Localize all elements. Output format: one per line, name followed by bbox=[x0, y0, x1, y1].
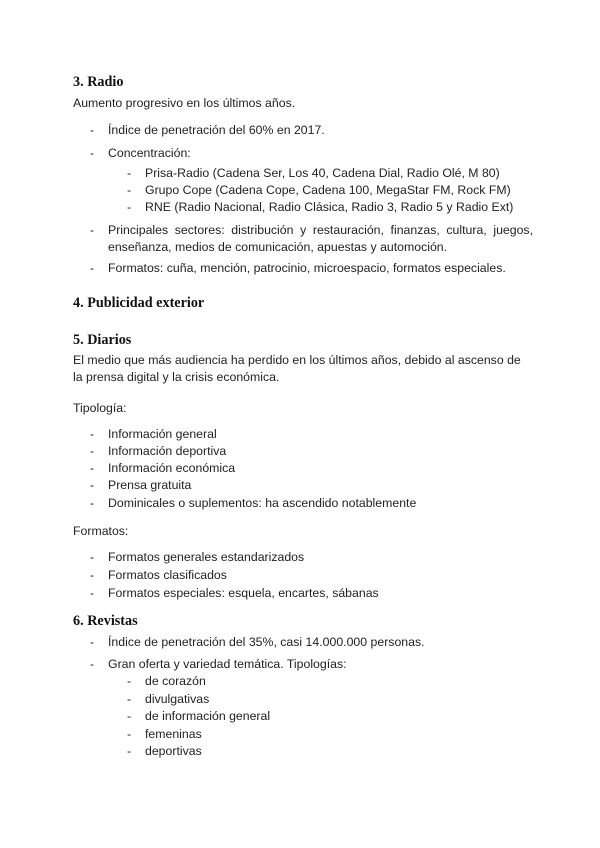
section-title-publicidad-exterior: 4. Publicidad exterior bbox=[73, 295, 205, 311]
sub-list-item: - Prisa-Radio (Cadena Ser, Los 40, Cadena Dial, Radio Olé, M 80) bbox=[127, 166, 500, 180]
list-item: - Prensa gratuita bbox=[90, 478, 192, 492]
section-title-diarios: 5. Diarios bbox=[73, 332, 132, 348]
list-item: - Gran oferta y variedad temática. Tipologías: bbox=[90, 657, 347, 671]
sub-list-item: - femeninas bbox=[127, 727, 202, 741]
sub-list-item: - de corazón bbox=[127, 674, 206, 688]
label-formatos: Formatos: bbox=[73, 524, 129, 538]
list-item: - Concentración: bbox=[90, 146, 191, 160]
list-item: - Índice de penetración del 35%, casi 14.000.000 personas. bbox=[90, 635, 425, 649]
paragraph: El medio que más audiencia ha perdido en los últimos años, debido al ascenso de la prensa digital y la crisis económica. bbox=[73, 353, 521, 384]
sub-list-item: - deportivas bbox=[127, 744, 202, 758]
list-item: - Dominicales o suplementos: ha ascendido notablemente bbox=[90, 496, 417, 510]
list-item: - Información económica bbox=[90, 461, 236, 475]
list-item: - Índice de penetración del 60% en 2017. bbox=[90, 123, 325, 137]
sub-list-item: - divulgativas bbox=[127, 692, 210, 706]
list-item: - Formatos clasificados bbox=[90, 568, 227, 582]
paragraph: Aumento progresivo en los últimos años. bbox=[73, 96, 296, 110]
sub-list-item: - RNE (Radio Nacional, Radio Clásica, Radio 3, Radio 5 y Radio Ext) bbox=[127, 200, 514, 214]
list-item: - Formatos: cuña, mención, patrocinio, microespacio, formatos especiales. bbox=[90, 261, 506, 275]
list-item: - Principales sectores: distribución y restauración, finanzas, cultura, juegos, enseñanza, medios de comunicación, apuestas y automoción. bbox=[90, 223, 533, 254]
section-title-revistas: 6. Revistas bbox=[73, 613, 138, 629]
list-item: - Información deportiva bbox=[90, 444, 227, 458]
sub-list-item: - de información general bbox=[127, 709, 271, 723]
section-title-radio: 3. Radio bbox=[73, 74, 124, 90]
label-tipologia: Tipología: bbox=[73, 401, 127, 415]
list-item: - Información general bbox=[90, 427, 217, 441]
list-item: - Formatos generales estandarizados bbox=[90, 550, 305, 564]
sub-list-item: - Grupo Cope (Cadena Cope, Cadena 100, MegaStar FM, Rock FM) bbox=[127, 183, 511, 197]
list-item: - Formatos especiales: esquela, encartes, sábanas bbox=[90, 586, 379, 600]
